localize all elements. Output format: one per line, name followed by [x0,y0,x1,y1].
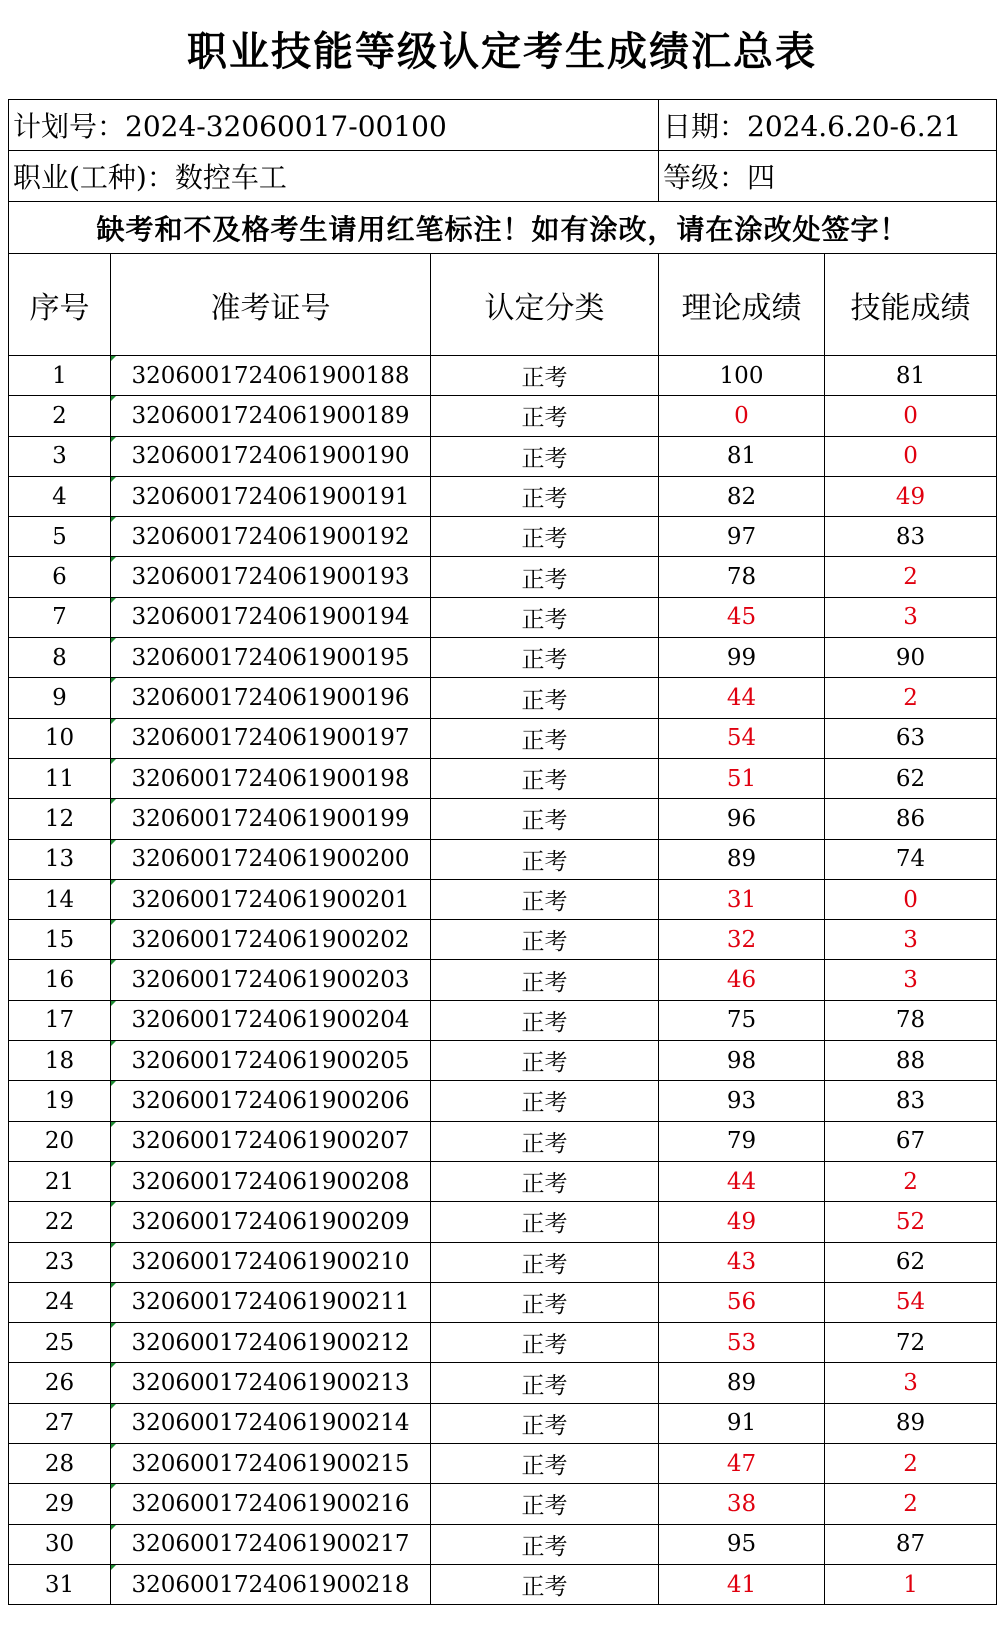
theory-score-cell: 47 [659,1444,825,1484]
row-number-cell: 12 [9,799,111,839]
row-number-cell: 31 [9,1564,111,1604]
category-cell: 正考 [431,1121,659,1161]
table-row [9,557,997,597]
row-number-cell: 7 [9,597,111,637]
level-label: 等级： [663,161,748,194]
table-row [9,517,997,557]
skill-score-cell: 52 [825,1202,997,1242]
category-cell: 正考 [431,436,659,476]
category-cell: 正考 [431,1524,659,1564]
exam-number-cell: 3206001724061900198 [111,758,431,798]
row-number-cell: 3 [9,436,111,476]
skill-score-cell: 0 [825,436,997,476]
category-cell: 正考 [431,476,659,516]
exam-number-cell: 3206001724061900191 [111,476,431,516]
table-row [9,1524,997,1564]
exam-number-cell: 3206001724061900210 [111,1242,431,1282]
skill-score-cell: 2 [825,678,997,718]
exam-number-cell: 3206001724061900206 [111,1081,431,1121]
theory-score-cell: 95 [659,1524,825,1564]
theory-score-cell: 78 [659,557,825,597]
skill-score-cell: 88 [825,1041,997,1081]
table-row [9,960,997,1000]
theory-score-cell: 31 [659,879,825,919]
skill-score-cell: 2 [825,557,997,597]
category-cell: 正考 [431,1242,659,1282]
plan-label: 计划号： [13,110,126,143]
date-label: 日期： [663,110,748,143]
table-row [9,758,997,798]
skill-score-cell: 87 [825,1524,997,1564]
table-row [9,799,997,839]
table-row [9,1363,997,1403]
skill-score-cell: 3 [825,920,997,960]
skill-score-cell: 63 [825,718,997,758]
table-row [9,718,997,758]
skill-score-cell: 83 [825,517,997,557]
table-body [9,356,997,1605]
score-summary-sheet [8,6,996,1605]
row-number-cell: 21 [9,1161,111,1201]
skill-score-cell: 90 [825,638,997,678]
table-row [9,879,997,919]
table-row [9,1282,997,1322]
row-number-cell: 30 [9,1524,111,1564]
category-cell: 正考 [431,557,659,597]
theory-score-cell: 89 [659,839,825,879]
exam-number-cell: 3206001724061900213 [111,1363,431,1403]
exam-number-cell: 3206001724061900195 [111,638,431,678]
row-number-cell: 22 [9,1202,111,1242]
exam-number-cell: 3206001724061900196 [111,678,431,718]
column-header-exam-no: 准考证号 [111,254,431,356]
exam-date: 2024.6.20-6.21 [747,110,962,143]
exam-number-cell: 3206001724061900194 [111,597,431,637]
table-row [9,1323,997,1363]
theory-score-cell: 41 [659,1564,825,1604]
score-table [8,99,997,1605]
category-cell: 正考 [431,1403,659,1443]
row-number-cell: 29 [9,1484,111,1524]
skill-score-cell: 2 [825,1484,997,1524]
skill-score-cell: 3 [825,597,997,637]
row-number-cell: 13 [9,839,111,879]
row-number-cell: 5 [9,517,111,557]
theory-score-cell: 0 [659,396,825,436]
theory-score-cell: 54 [659,718,825,758]
theory-score-cell: 75 [659,1000,825,1040]
exam-number-cell: 3206001724061900214 [111,1403,431,1443]
table-row [9,1081,997,1121]
row-number-cell: 19 [9,1081,111,1121]
table-row [9,1444,997,1484]
theory-score-cell: 44 [659,1161,825,1201]
exam-number-cell: 3206001724061900212 [111,1323,431,1363]
table-row [9,638,997,678]
theory-score-cell: 43 [659,1242,825,1282]
table-header [9,254,997,356]
exam-number-cell: 3206001724061900204 [111,1000,431,1040]
row-number-cell: 27 [9,1403,111,1443]
skill-score-cell: 0 [825,396,997,436]
theory-score-cell: 38 [659,1484,825,1524]
table-row [9,396,997,436]
exam-number-cell: 3206001724061900201 [111,879,431,919]
info-row-plan [9,100,997,151]
column-header-skill: 技能成绩 [825,254,997,356]
theory-score-cell: 79 [659,1121,825,1161]
table-row [9,1564,997,1604]
category-cell: 正考 [431,920,659,960]
row-number-cell: 9 [9,678,111,718]
category-cell: 正考 [431,1161,659,1201]
row-number-cell: 6 [9,557,111,597]
skill-score-cell: 3 [825,1363,997,1403]
exam-number-cell: 3206001724061900209 [111,1202,431,1242]
occupation-cell [9,151,659,202]
theory-score-cell: 98 [659,1041,825,1081]
table-row [9,1484,997,1524]
row-number-cell: 14 [9,879,111,919]
table-row [9,597,997,637]
exam-number-cell: 3206001724061900215 [111,1444,431,1484]
exam-number-cell: 3206001724061900203 [111,960,431,1000]
skill-score-cell: 0 [825,879,997,919]
theory-score-cell: 46 [659,960,825,1000]
table-row [9,1242,997,1282]
exam-number-cell: 3206001724061900188 [111,356,431,396]
skill-score-cell: 72 [825,1323,997,1363]
theory-score-cell: 100 [659,356,825,396]
skill-score-cell: 1 [825,1564,997,1604]
theory-score-cell: 49 [659,1202,825,1242]
table-row [9,356,997,396]
category-cell: 正考 [431,1081,659,1121]
row-number-cell: 24 [9,1282,111,1322]
level-value: 四 [747,161,776,194]
skill-score-cell: 78 [825,1000,997,1040]
category-cell: 正考 [431,597,659,637]
row-number-cell: 28 [9,1444,111,1484]
theory-score-cell: 45 [659,597,825,637]
table-row [9,1000,997,1040]
skill-score-cell: 74 [825,839,997,879]
occupation-value: 数控车工 [174,161,287,194]
exam-number-cell: 3206001724061900207 [111,1121,431,1161]
row-number-cell: 25 [9,1323,111,1363]
category-cell: 正考 [431,517,659,557]
category-cell: 正考 [431,960,659,1000]
category-cell: 正考 [431,356,659,396]
row-number-cell: 18 [9,1041,111,1081]
table-row [9,1161,997,1201]
table-row [9,476,997,516]
category-cell: 正考 [431,1363,659,1403]
theory-score-cell: 93 [659,1081,825,1121]
theory-score-cell: 81 [659,436,825,476]
skill-score-cell: 2 [825,1161,997,1201]
exam-number-cell: 3206001724061900205 [111,1041,431,1081]
row-number-cell: 17 [9,1000,111,1040]
skill-score-cell: 2 [825,1444,997,1484]
exam-number-cell: 3206001724061900216 [111,1484,431,1524]
row-number-cell: 8 [9,638,111,678]
row-number-cell: 1 [9,356,111,396]
plan-number: 2024-32060017-00100 [125,110,447,143]
column-header-no: 序号 [9,254,111,356]
category-cell: 正考 [431,799,659,839]
category-cell: 正考 [431,1484,659,1524]
exam-number-cell: 3206001724061900192 [111,517,431,557]
notice-text: 缺考和不及格考生请用红笔标注！如有涂改，请在涂改处签字！ [9,202,997,254]
theory-score-cell: 97 [659,517,825,557]
theory-score-cell: 32 [659,920,825,960]
exam-number-cell: 3206001724061900200 [111,839,431,879]
theory-score-cell: 82 [659,476,825,516]
exam-number-cell: 3206001724061900199 [111,799,431,839]
table-row [9,1202,997,1242]
exam-number-cell: 3206001724061900211 [111,1282,431,1322]
theory-score-cell: 44 [659,678,825,718]
category-cell: 正考 [431,1000,659,1040]
category-cell: 正考 [431,1564,659,1604]
category-cell: 正考 [431,396,659,436]
theory-score-cell: 51 [659,758,825,798]
theory-score-cell: 91 [659,1403,825,1443]
skill-score-cell: 89 [825,1403,997,1443]
plan-number-cell [9,100,659,151]
exam-number-cell: 3206001724061900218 [111,1564,431,1604]
row-number-cell: 15 [9,920,111,960]
row-number-cell: 23 [9,1242,111,1282]
notice-row [9,202,997,254]
row-number-cell: 11 [9,758,111,798]
level-cell [659,151,997,202]
occupation-label: 职业(工种)： [13,161,175,194]
category-cell: 正考 [431,839,659,879]
skill-score-cell: 3 [825,960,997,1000]
table-row [9,436,997,476]
skill-score-cell: 62 [825,1242,997,1282]
table-row [9,920,997,960]
category-cell: 正考 [431,1323,659,1363]
category-cell: 正考 [431,678,659,718]
category-cell: 正考 [431,638,659,678]
info-row-occupation [9,151,997,202]
category-cell: 正考 [431,879,659,919]
table-row [9,1121,997,1161]
table-row [9,1403,997,1443]
skill-score-cell: 86 [825,799,997,839]
row-number-cell: 4 [9,476,111,516]
skill-score-cell: 49 [825,476,997,516]
category-cell: 正考 [431,1444,659,1484]
theory-score-cell: 56 [659,1282,825,1322]
table-row [9,1041,997,1081]
exam-number-cell: 3206001724061900197 [111,718,431,758]
date-cell [659,100,997,151]
exam-number-cell: 3206001724061900217 [111,1524,431,1564]
category-cell: 正考 [431,758,659,798]
category-cell: 正考 [431,1282,659,1322]
row-number-cell: 10 [9,718,111,758]
category-cell: 正考 [431,1041,659,1081]
skill-score-cell: 62 [825,758,997,798]
table-row [9,678,997,718]
theory-score-cell: 96 [659,799,825,839]
skill-score-cell: 81 [825,356,997,396]
category-cell: 正考 [431,1202,659,1242]
page-title: 职业技能等级认定考生成绩汇总表 [187,29,817,75]
skill-score-cell: 83 [825,1081,997,1121]
row-number-cell: 26 [9,1363,111,1403]
row-number-cell: 2 [9,396,111,436]
theory-score-cell: 53 [659,1323,825,1363]
category-cell: 正考 [431,718,659,758]
exam-number-cell: 3206001724061900193 [111,557,431,597]
exam-number-cell: 3206001724061900189 [111,396,431,436]
table-row [9,839,997,879]
column-header-category: 认定分类 [431,254,659,356]
theory-score-cell: 89 [659,1363,825,1403]
skill-score-cell: 54 [825,1282,997,1322]
exam-number-cell: 3206001724061900202 [111,920,431,960]
row-number-cell: 20 [9,1121,111,1161]
column-header-theory: 理论成绩 [659,254,825,356]
exam-number-cell: 3206001724061900190 [111,436,431,476]
exam-number-cell: 3206001724061900208 [111,1161,431,1201]
skill-score-cell: 67 [825,1121,997,1161]
theory-score-cell: 99 [659,638,825,678]
row-number-cell: 16 [9,960,111,1000]
